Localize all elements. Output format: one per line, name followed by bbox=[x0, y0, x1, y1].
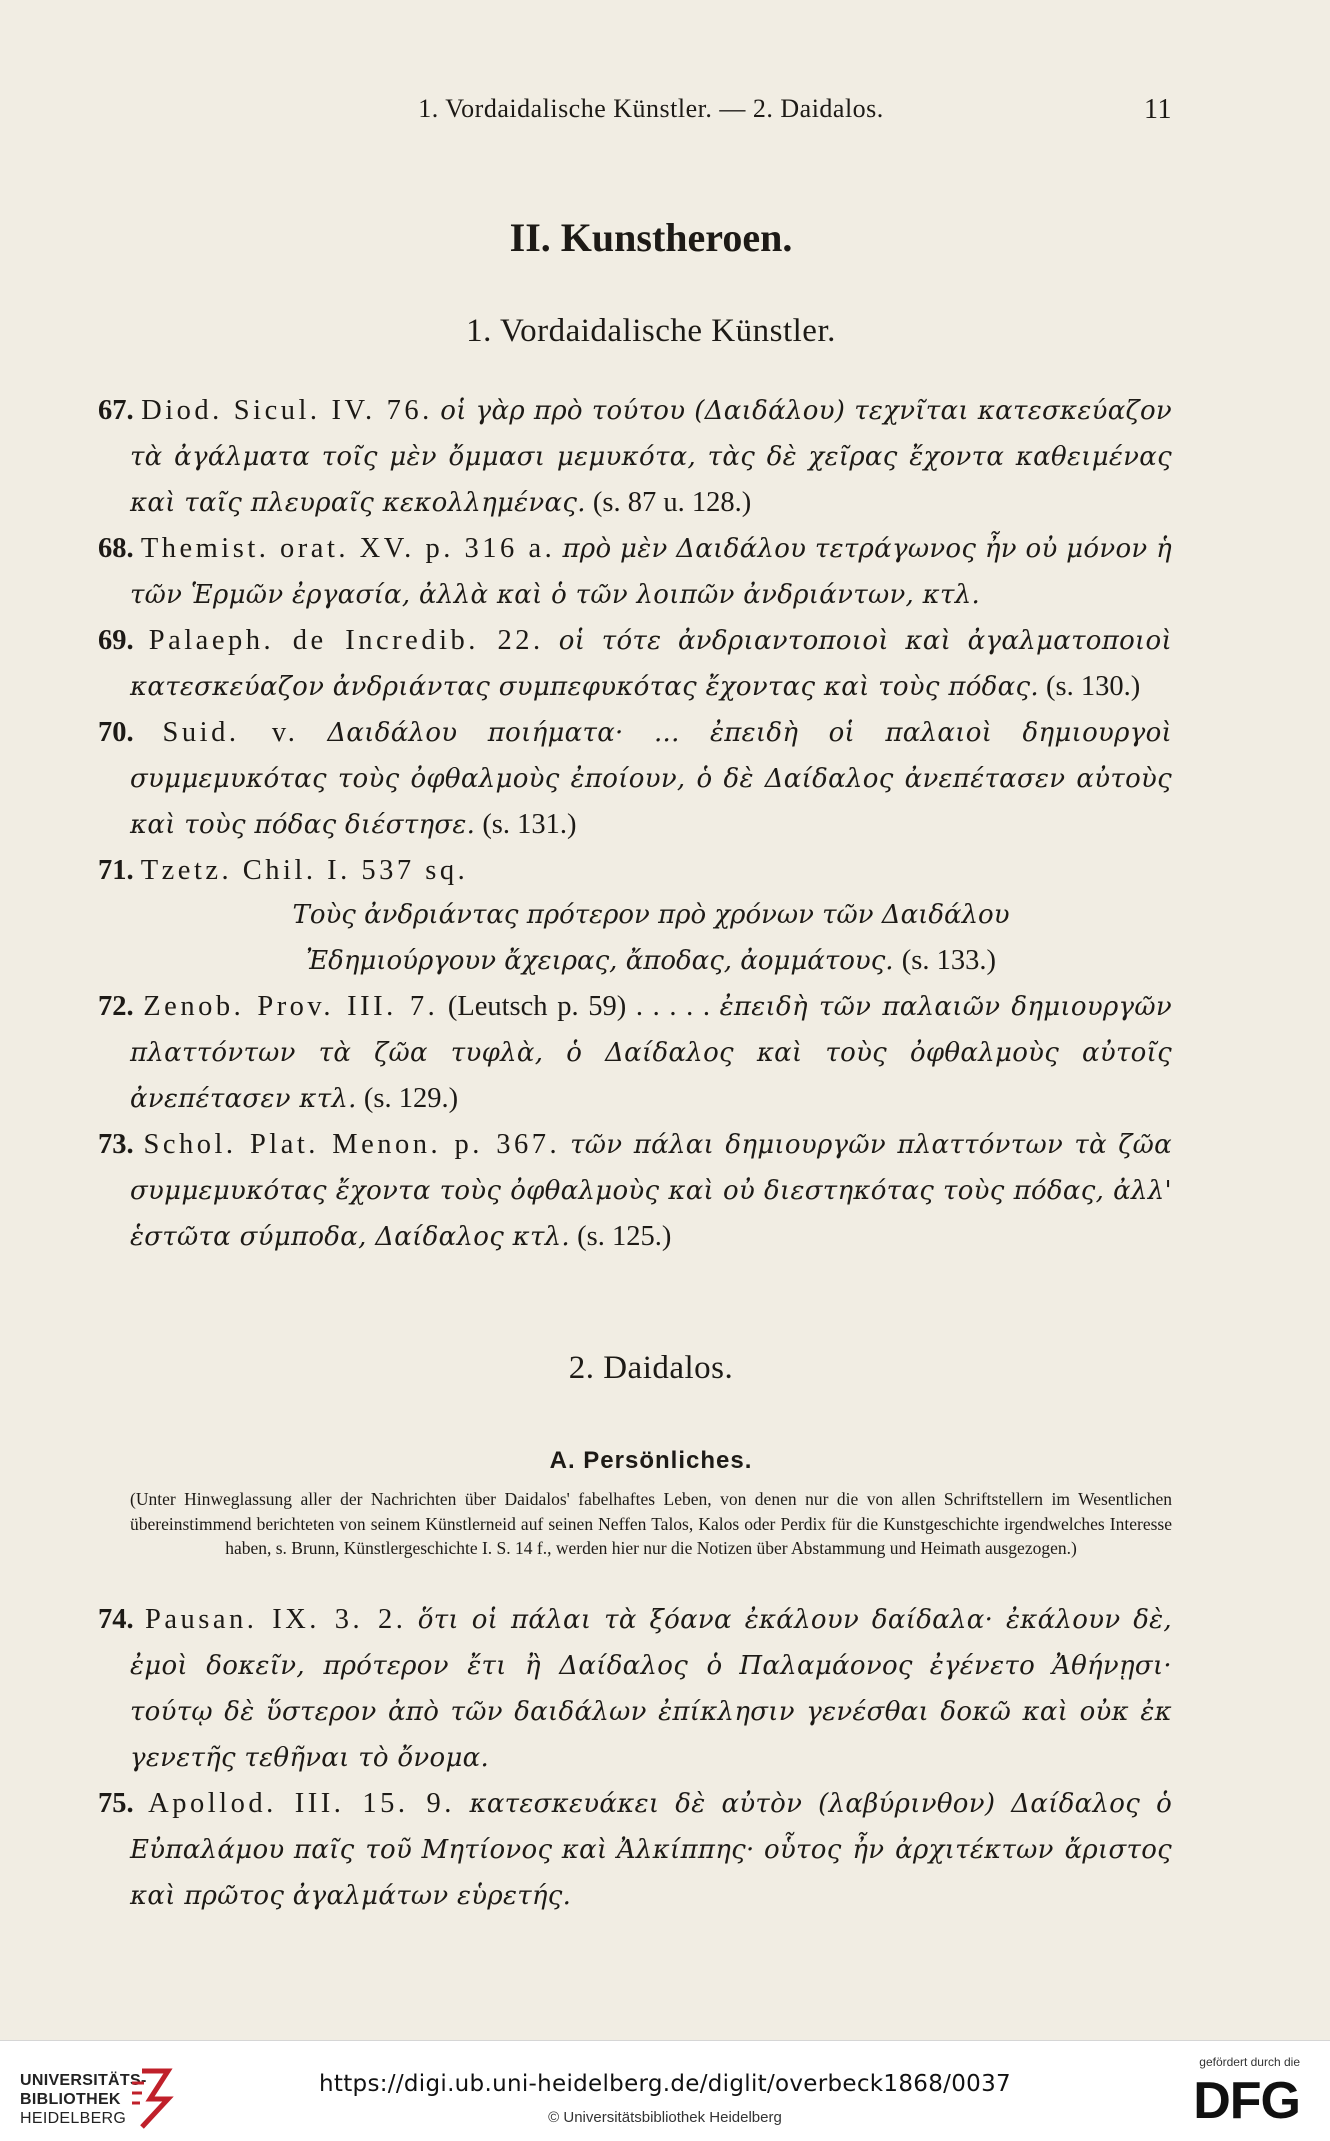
entry-spaced-name: Μητίονος bbox=[421, 1834, 553, 1865]
part-title: II. Kunstheroen. bbox=[509, 215, 793, 260]
entry-73 bbox=[98, 1122, 1173, 1260]
entry-greek-text: πρὸ μὲν Δαιδάλου τετράγωνος ἦν οὐ μόνον ἡ τῶν Ἑρμῶν ἐργασία, ἀλλὰ καὶ ὁ τῶν λοιπῶν ἀνδριάντων, κτλ. bbox=[130, 534, 1173, 610]
entry-greek-text: Δαιδάλου ποιήματα· ... ἐπειδὴ οἱ παλαιοὶ δημιουργοὶ συμμεμυκότας τοὺς ὀφθαλμοὺς ἐποίουν, ὁ δὲ Δαίδαλος ἀνεπέτασεν αὐτοὺς καὶ τοὺς πόδας διέστησε. bbox=[130, 718, 1173, 840]
entry-number: 69. bbox=[98, 625, 134, 656]
page-number: 11 bbox=[1144, 94, 1172, 125]
entry-source: Palaeph. de Incredib. 22. bbox=[148, 625, 544, 656]
verse-quotation bbox=[130, 893, 1172, 984]
entry-74 bbox=[98, 1597, 1172, 1781]
section-title-daidalos: 2. Daidalos. bbox=[568, 1350, 734, 1386]
entry-greek-text: παῖς τοῦ bbox=[293, 1834, 413, 1865]
entry-greek-text: ἐπειδὴ τῶν παλαιῶν δημιουργῶν πλαττόντων τὰ ζῶα τυφλὰ, ὁ Δαίδαλος καὶ τοὺς ὀφθαλμοὺς αὐτοῖς ἀνεπέτασεν κτλ. bbox=[130, 992, 1172, 1114]
entry-reference: (s. 131.) bbox=[482, 809, 577, 840]
entry-68 bbox=[98, 526, 1173, 618]
entry-number: 73. bbox=[98, 1129, 134, 1160]
verse-line: Τοὺς ἀνδριάντας πρότερον πρὸ χρόνων τῶν Δαιδάλου bbox=[292, 900, 1010, 930]
sponsor-caption: gefördert durch die bbox=[1199, 2055, 1300, 2069]
entry-source: Schol. Plat. Menon. p. 367. bbox=[143, 1129, 561, 1160]
entry-75 bbox=[98, 1781, 1173, 1919]
entry-source: Suid. v. bbox=[162, 717, 299, 748]
viewer-footer bbox=[0, 2040, 1330, 2141]
editorial-note: (Unter Hinweglassung aller der Nachrichten über Daidalos' fabelhaftes Leben, von denen nur die von allen Schriftstellern im Wesentlichen übereinstimmend berichteten von seinem Künstlerneid auf seinen Neffen Talos, Kalos oder Perdix für die Kunstgeschichte irgendwelches Interesse haben, s. Brunn, Künstlergeschichte I. S. 14 f., werden hier nur die Notizen über Abstammung und Heimath ausgezogen.) bbox=[130, 1489, 1172, 1558]
entry-spaced-name: Εὐπαλάμου bbox=[130, 1834, 285, 1865]
entry-greek-text: τούτῳ δὲ ὕστερον ἀπὸ τῶν δαιδάλων ἐπίκλησιν γενέσθαι δοκῶ καὶ οὐκ ἐκ γενετῆς τεθῆναι τὸ ὄνομα. bbox=[130, 1696, 1172, 1773]
permalink-url[interactable]: https://digi.ub.uni-heidelberg.de/diglit/overbeck1868/0037 bbox=[319, 2071, 1011, 2097]
entry-number: 74. bbox=[98, 1603, 134, 1635]
entry-locus: (Leutsch p. 59) . . . . . bbox=[447, 991, 711, 1022]
entry-spaced-name: Ἀλκίππης· bbox=[616, 1834, 755, 1865]
running-title: 1. Vordaidalische Künstler. — 2. Daidalos. bbox=[418, 94, 884, 123]
entry-67 bbox=[98, 388, 1173, 526]
entry-number: 75. bbox=[98, 1787, 134, 1819]
entry-source: Themist. orat. XV. p. 316 a. bbox=[140, 533, 556, 564]
section-title-vordaidalische: 1. Vordaidalische Künstler. bbox=[466, 313, 836, 349]
entry-greek-text: ὅτι οἱ πάλαι τὰ ξόανα ἐκάλουν δαίδαλα· ἐκάλουν δὲ, ἐμοὶ δοκεῖν, πρότερον ἔτι ἢ Δαίδαλος ὁ bbox=[130, 1604, 1172, 1681]
verse-line: Ἐδημιούργουν ἄχειρας, ἄποδας, ἀομμάτους. (s. 133.) bbox=[305, 945, 996, 976]
entry-number: 71. bbox=[98, 855, 134, 886]
entry-70 bbox=[98, 710, 1173, 848]
entry-71 bbox=[98, 848, 1172, 893]
entry-number: 70. bbox=[98, 717, 134, 748]
entry-greek-text: οἱ τότε ἀνδριαντοποιοὶ καὶ ἀγαλματοποιοὶ κατεσκεύαζον ἀνδριάντας συμπεφυκότας ἔχοντας καὶ τοὺς πόδας. bbox=[130, 626, 1172, 702]
entry-source: Zenob. Prov. III. 7. bbox=[143, 991, 439, 1022]
subsection-title: A. Persönliches. bbox=[549, 1447, 753, 1474]
entry-greek-text: οἱ γὰρ πρὸ τούτου (Δαιδάλου) τεχνῖται κατεσκεύαζον τὰ ἀγάλματα τοῖς μὲν ὄμμασι μεμυκότα, τὰς δὲ χεῖρας ἔχοντα καθειμένας καὶ ταῖς πλευραῖς κεκολλημένας. bbox=[130, 396, 1173, 518]
entry-greek-text: τῶν πάλαι δημιουργῶν πλαττόντων τὰ ζῶα συμμεμυκότας ἔχοντα τοὺς ὀφθαλμοὺς καὶ οὐ διεστηκότας τοὺς πόδας, ἀλλ' ἑστῶτα σύμποδα, Δαίδαλος κτλ. bbox=[130, 1130, 1173, 1252]
entry-number: 67. bbox=[98, 395, 134, 426]
entry-reference: (s. 87 u. 128.) bbox=[592, 487, 752, 518]
entry-reference: (s. 130.) bbox=[1046, 671, 1141, 702]
entry-greek-text: καὶ bbox=[561, 1834, 608, 1865]
entry-69 bbox=[98, 618, 1172, 710]
entry-reference: (s. 125.) bbox=[577, 1221, 672, 1252]
entry-source: Diod. Sicul. IV. 76. bbox=[141, 395, 433, 426]
entry-greek-text: οὗτος ἦν ἀρχιτέκτων ἄριστος καὶ πρῶτος ἀγαλμάτων εὑρετής. bbox=[130, 1834, 1173, 1911]
entry-greek-text: ἐγένετο bbox=[929, 1650, 1036, 1681]
running-header bbox=[130, 94, 1172, 134]
entry-number: 68. bbox=[98, 533, 134, 564]
dfg-logo: DFG bbox=[1193, 2072, 1300, 2130]
entry-source: Apollod. III. 15. 9. bbox=[148, 1787, 455, 1819]
entry-reference: (s. 133.) bbox=[901, 945, 996, 976]
entries-group-c bbox=[98, 1597, 1173, 1919]
entry-source: Tzetz. Chil. I. 537 sq. bbox=[140, 855, 469, 886]
entry-greek-text: κατεσκευάκει δὲ αὐτὸν (λαβύρινθον) Δαίδαλος ὁ bbox=[469, 1788, 1173, 1819]
entry-spaced-name: Παλαμάονος bbox=[739, 1650, 913, 1681]
copyright-notice: © Universitätsbibliothek Heidelberg bbox=[548, 2109, 782, 2126]
entry-spaced-name: Ἀθήνῃσι· bbox=[1052, 1650, 1172, 1681]
entries-group-a bbox=[98, 388, 1173, 1260]
entry-reference: (s. 129.) bbox=[363, 1083, 459, 1114]
entry-source: Pausan. IX. 3. 2. bbox=[145, 1603, 407, 1635]
entry-number: 72. bbox=[98, 991, 134, 1022]
library-logo-text: UNIVERSITÄTS- BIBLIOTHEK HEIDELBERG bbox=[20, 2072, 147, 2127]
entry-72 bbox=[98, 984, 1172, 1122]
